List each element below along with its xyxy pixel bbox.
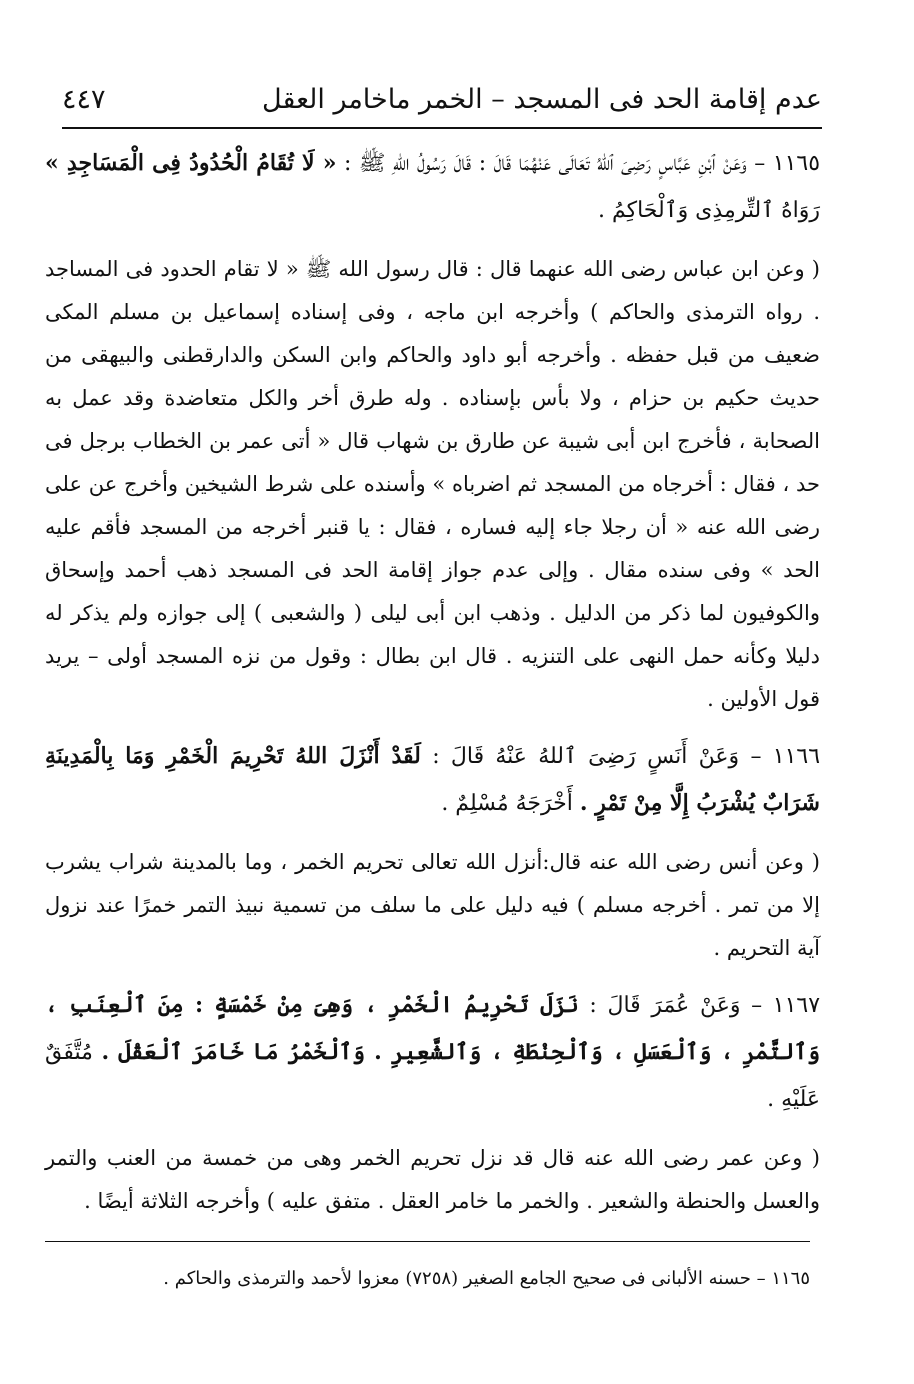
running-header [62,78,822,128]
hadith-number: ١١٦٦ – [750,744,821,769]
hadith-intro: وَعَنْ أَنَسٍ رَضِىَ ٱللهُ عَنْهُ قَالَ : [432,744,740,769]
hadith-number: ١١٦٧ – [751,993,821,1018]
hadith-1166 [45,733,820,827]
hadith-matn: نَزَلَ تَحْرِيمُ الْخَمْرِ ، وَهِىَ مِنْ خَمْسَةٍ : مِنَ ٱلْعِنَبِ ، وَٱلتَّمْرِ ، وَٱلْعَسَلِ ، وَٱلْحِنْطَةِ ، وَٱلشَّعِيرِ . وَٱلْخَمْرُ مَا خَامَرَ ٱلْعَقْلَ . [45,992,820,1065]
hadith-matn: لَقَدْ أَنْزَلَ اللهُ تَحْرِيمَ الْخَمْرِ وَمَا بِالْمَدِينَةِ شَرَابٌ يُشْرَبُ إِلَّا مِنْ تَمْرٍ . [45,743,820,816]
commentary-1166: ( وعن أنس رضى الله عنه قال:أنزل الله تعالى تحريم الخمر ، وما بالمدينة شراب يشرب إلا من تمر . أخرجه مسلم ) فيه دليل على ما سلف من تسمية نبيذ التمر خمرًا عند نزول آية التحريم . [45,850,820,960]
hadith-1165 [45,140,820,234]
hadith-intro: وَعَنْ عُمَرَ قَالَ : [589,993,741,1018]
main-text [45,140,820,1223]
hadith-intro: وَعَنْ ٱبْنِ عَبَّاسٍ رَضِىَ ٱللهُ تَعَالَى عَنْهُمَا قَالَ : قَالَ رَسُولُ اللهِ ﷺ : [344,151,747,176]
page-number: ٤٤٧ [62,84,106,115]
commentary-1167: ( وعن عمر رضى الله عنه قال قد نزل تحريم الخمر وهى من خمسة من العنب والتمر والعسل والحنطة والشعير . والخمر ما خامر العقل . متفق عليه ) وأخرجه الثلاثة أيضًا . [45,1146,820,1213]
hadith-number: ١١٦٥ – [754,151,821,176]
commentary-1165: ( وعن ابن عباس رضى الله عنهما قال : قال رسول الله ﷺ « لا تقام الحدود فى المساجد . رواه الترمذى والحاكم ) وأخرجه ابن ماجه ، وفى إسناده إسماعيل بن مسلم المكى ضعيف من قبل حفظه . وأخرجه أبو داود والحاكم وابن السكن والدارقطنى والبيهقى من حديث حكيم بن حزام ، ولا بأس بإسناده . وله طرق أخر والكل متعاضدة وقد عمل به الصحابة ، فأخرج ابن أبى شيبة عن طارق بن شهاب قال « أتى عمر بن الخطاب برجل فى حد ، فقال : أخرجاه من المسجد ثم اضرباه » وأسنده على شرط الشيخين وأخرج عن على رضى الله عنه « أن رجلا جاء إليه فساره ، فقال : يا قنبر أخرجه من المسجد فأقم عليه الحد » وفى سنده مقال . وإلى عدم جواز إقامة الحد فى المسجد ذهب أحمد وإسحاق والكوفيون لما ذكر من الدليل . وذهب ابن أبى ليلى ( والشعبى ) إلى جوازه ولم يذكر له دليلا وكأنه حمل النهى على التنزيه . قال ابن بطال : وقول من نزه المسجد أولى – يريد قول الأولين . [45,257,820,711]
footnote: ١١٦٥ – حسنه الألبانى فى صحيح الجامع الصغير (٧٢٥٨) معزوا لأحمد والترمذى والحاكم . [163,1268,810,1289]
hadith-matn: « لَا تُقَامُ الْحُدُودُ فِى الْمَسَاجِدِ » [45,150,337,176]
hadith-1167 [45,982,820,1123]
hadith-source: رَوَاهُ ٱلتِّرمِذِى وَٱلْحَاكِمُ . [597,198,820,223]
hadith-source: مُتَّفَقٌ عَلَيْهِ . [45,1040,820,1112]
header-rule [62,127,822,129]
hadith-source: أَخْرَجَهُ مُسْلِمٌ . [441,791,573,816]
running-title: عدم إقامة الحد فى المسجد – الخمر ماخامر العقل [262,84,822,115]
footnote-rule [45,1241,810,1242]
